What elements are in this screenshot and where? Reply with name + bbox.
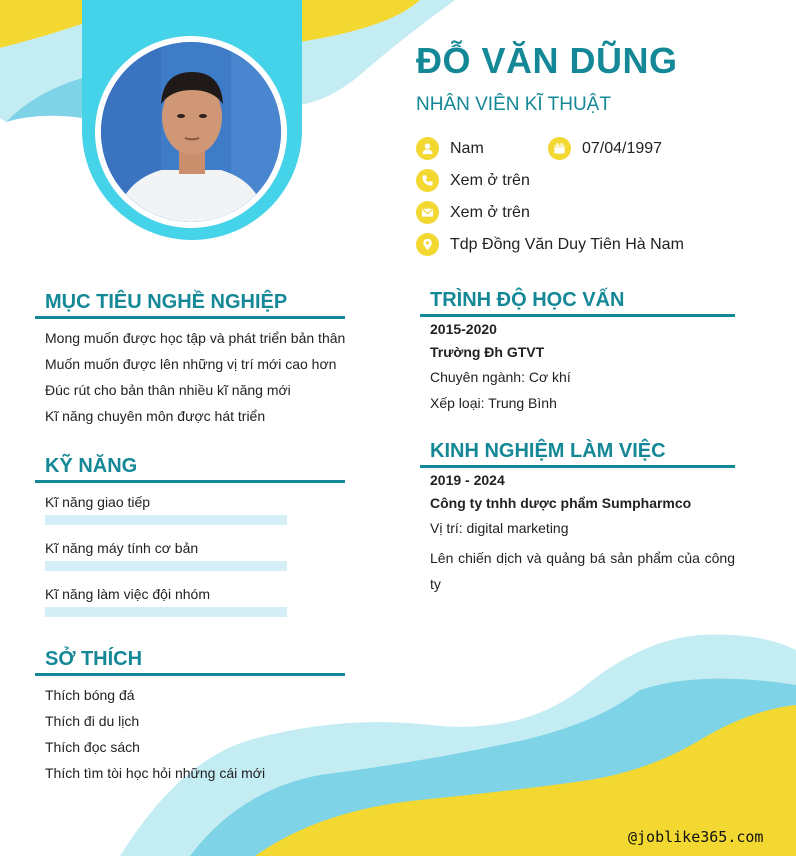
hobby-item: Thích bóng đá <box>45 687 135 703</box>
birthday-value: 07/04/1997 <box>582 139 663 157</box>
gender-value: Nam <box>450 139 484 157</box>
experience-position: Vị trí: digital marketing <box>430 520 569 536</box>
hobbies-divider <box>35 673 345 676</box>
objective-title: MỤC TIÊU NGHỀ NGHIỆP <box>45 291 288 313</box>
profile-photo <box>95 36 287 228</box>
experience-company: Công ty tnhh dược phẩm Sumpharmco <box>430 495 692 511</box>
skill-bar <box>45 607 287 617</box>
mail-icon <box>416 201 439 224</box>
skill-label: Kĩ năng giao tiếp <box>45 494 151 510</box>
phone-icon <box>416 169 439 192</box>
experience-period: 2019 - 2024 <box>430 472 505 488</box>
phone-value: Xem ở trên <box>450 171 530 189</box>
hobby-item: Thích tìm tòi học hỏi những cái mới <box>45 765 266 781</box>
skills-title: KỸ NĂNG <box>45 455 138 477</box>
skill-label: Kĩ năng làm việc đội nhóm <box>45 586 210 602</box>
hobby-item: Thích đi du lịch <box>45 713 140 729</box>
objective-item: Muốn muốn được lên những vị trí mới cao hơn <box>45 356 337 372</box>
skills-divider <box>35 480 345 483</box>
objective-item: Kĩ năng chuyên môn được hát triển <box>45 408 266 424</box>
education-school: Trường Đh GTVT <box>430 344 545 360</box>
experience-divider <box>420 465 735 468</box>
email-row <box>416 201 530 224</box>
skill-bar <box>45 515 287 525</box>
address-row <box>416 233 684 256</box>
objective-divider <box>35 316 345 319</box>
experience-title: KINH NGHIỆM LÀM VIỆC <box>430 440 666 462</box>
phone-row <box>416 169 530 192</box>
skill-bar <box>45 561 287 571</box>
user-icon <box>416 137 439 160</box>
gender-row <box>416 137 484 160</box>
education-major: Chuyên ngành: Cơ khí <box>430 369 571 385</box>
education-period: 2015-2020 <box>430 321 497 337</box>
brand-watermark: @joblike365.com <box>628 828 764 846</box>
calendar-icon <box>548 137 571 160</box>
job-title: NHÂN VIÊN KĨ THUẬT <box>416 94 611 115</box>
address-value: Tdp Đồng Văn Duy Tiên Hà Nam <box>450 235 684 253</box>
hobby-item: Thích đọc sách <box>45 739 140 755</box>
email-value: Xem ở trên <box>450 203 530 221</box>
hobbies-title: SỞ THÍCH <box>45 648 143 670</box>
objective-item: Mong muốn được học tập và phát triển bản thân <box>45 330 346 346</box>
birthday-row <box>548 137 662 160</box>
education-divider <box>420 314 735 317</box>
education-title: TRÌNH ĐỘ HỌC VẤN <box>430 289 625 311</box>
experience-description: Lên chiến dịch và quảng bá sản phẩm của công ty <box>430 550 735 592</box>
avatar-portrait <box>101 42 281 222</box>
skill-label: Kĩ năng máy tính cơ bản <box>45 540 199 556</box>
location-icon <box>416 233 439 256</box>
education-grade: Xếp loại: Trung Bình <box>430 395 557 411</box>
objective-item: Đúc rút cho bản thân nhiều kĩ năng mới <box>45 382 291 398</box>
candidate-name: ĐỖ VĂN DŨNG <box>416 40 678 81</box>
